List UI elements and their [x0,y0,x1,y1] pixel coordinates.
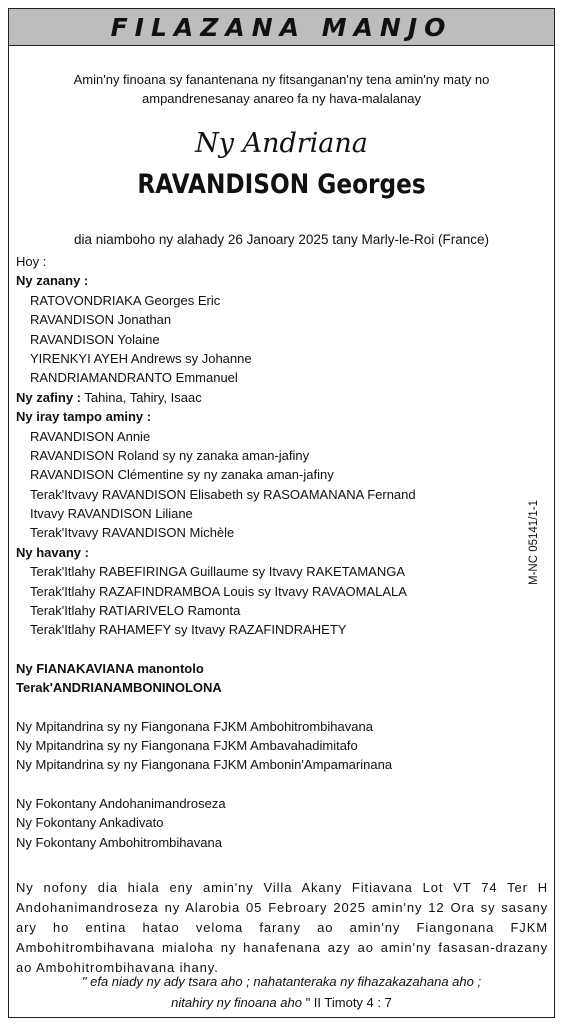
relative-name: Terak'Itlahy RATIARIVELO Ramonta [30,603,241,619]
hoy-label: Hoy : [16,254,47,269]
child-name: RANDRIAMANDRANTO Emmanuel [30,370,238,386]
grandchildren-names: Tahina, Tahiry, Isaac [81,389,202,405]
reference-code: M-NC 05141/1-1 [528,499,540,585]
family-group: Terak'ANDRIANAMBONINOLONA [16,680,222,696]
fokontany-line: Ny Fokontany Andohanimandroseza [16,795,226,811]
honorific: Ny Andriana [195,128,368,159]
sibling-name: Terak'Itvavy RAVANDISON Michèle [30,525,235,541]
child-name: RAVANDISON Jonathan [30,312,172,328]
deceased-name: RAVANDISON Georges [137,169,426,200]
family-group: Ny FIANAKAVIANA manontolo [16,660,204,676]
relative-name: Terak'Itlahy RAHAMEFY sy Itvavy RAZAFINDRAHETY [30,622,347,638]
sibling-name: RAVANDISON Roland sy ny zanaka aman-jafiny [30,447,310,463]
grandchildren-line [16,388,456,407]
banner-title: FILAZANA MANJO [110,12,453,42]
sibling-name: RAVANDISON Annie [30,428,151,444]
fokontany-line: Ny Fokontany Ambohitrombihavana [16,834,222,850]
sibling-name: Terak'Itvavy RAVANDISON Elisabeth sy RASOAMANANA Fernand [30,486,416,502]
pastor-line: Ny Mpitandrina sy ny Fiangonana FJKM Ambavahadimitafo [16,737,358,753]
pastor-line: Ny Mpitandrina sy ny Fiangonana FJKM Ambohitrombihavana [16,718,373,734]
verse-line-1: " efa niady ny ady tsara aho ; nahatanteraka ny fihazakazahana aho ; [81,974,482,989]
children-heading: Ny zanany : [16,273,89,289]
sibling-name: RAVANDISON Clémentine sy ny zanaka aman-jafiny [30,467,334,483]
verse-citation: " II Timoty 4 : 7 [301,995,392,1010]
relative-name: Terak'Itlahy RAZAFINDRAMBOA Louis sy Itvavy RAVAOMALALA [30,583,407,599]
relative-name: Terak'Itlahy RABEFIRINGA Guillaume sy Itvavy RAKETAMANGA [30,564,406,580]
relatives-heading: Ny havany : [16,544,89,560]
pastor-line: Ny Mpitandrina sy ny Fiangonana FJKM Ambonin'Ampamarinana [16,757,393,773]
fokontany-line: Ny Fokontany Ankadivato [16,815,164,831]
child-name: RATOVONDRIAKA Georges Eric [30,292,221,308]
sibling-name: Itvavy RAVANDISON Liliane [30,506,193,522]
child-name: RAVANDISON Yolaine [30,331,160,347]
funeral-details-text: Ny nofony dia hiala eny amin'ny Villa Akany Fitiavana Lot VT 74 Ter H Andohanimandroseza ny Alarobia 05 Febroary 2025 amin'ny 12 Ora sy sasany ary ho entina hatao veloma farany ao amin'ny Fiangonana FJKM Ambohitrombihavana mialoha ny hanafenana azy ao amin'ny fasasan-drazany ao Ambohitrombihavana ihany. [16,880,548,975]
child-name: YIRENKYI AYEH Andrews sy Johanne [30,350,252,366]
bible-verse [40,971,523,1013]
verse-line-2: nitahiry ny finoana aho [171,995,302,1010]
death-notice: dia niamboho ny alahady 26 Janoary 2025 tany Marly-le-Roi (France) [74,232,489,247]
notice-banner [8,8,555,46]
grandchildren-heading: Ny zafiny : [16,389,82,405]
intro-text: Amin'ny finoana sy fanantenana ny fitsanganan'ny tena amin'ny maty no ampandrenesanay anareo fa ny hava-malalanay [73,72,490,106]
family-list [16,252,456,852]
siblings-heading: Ny iray tampo aminy : [16,409,152,425]
funeral-details [16,878,548,978]
